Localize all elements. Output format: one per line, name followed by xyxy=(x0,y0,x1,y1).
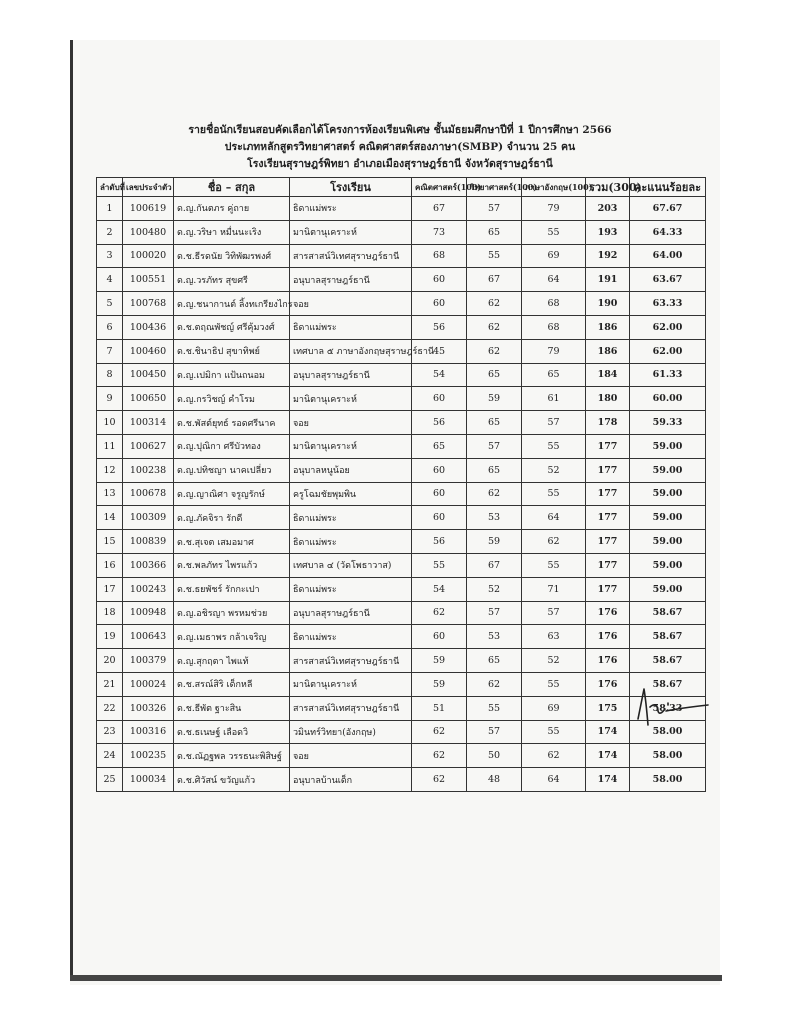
cell-math: 54 xyxy=(412,577,467,601)
cell-percent: 58.33 xyxy=(630,696,706,720)
cell-science: 52 xyxy=(467,577,522,601)
cell-english: 62 xyxy=(522,744,586,768)
cell-order: 18 xyxy=(97,601,123,625)
table-header-row xyxy=(97,178,706,197)
cell-total: 177 xyxy=(586,482,630,506)
table-row xyxy=(97,744,706,768)
cell-english: 57 xyxy=(522,411,586,435)
table-row xyxy=(97,315,706,339)
table-row xyxy=(97,458,706,482)
cell-percent: 67.67 xyxy=(630,197,706,221)
cell-id: 100379 xyxy=(123,649,174,673)
cell-school: ธิดาแม่พระ xyxy=(290,315,412,339)
cell-science: 62 xyxy=(467,672,522,696)
table-row xyxy=(97,339,706,363)
cell-science: 57 xyxy=(467,197,522,221)
cell-total: 177 xyxy=(586,506,630,530)
cell-order: 20 xyxy=(97,649,123,673)
cell-percent: 58.00 xyxy=(630,720,706,744)
cell-science: 67 xyxy=(467,268,522,292)
cell-percent: 63.67 xyxy=(630,268,706,292)
cell-percent: 59.00 xyxy=(630,434,706,458)
cell-english: 71 xyxy=(522,577,586,601)
cell-math: 68 xyxy=(412,244,467,268)
cell-english: 55 xyxy=(522,220,586,244)
cell-id: 100235 xyxy=(123,744,174,768)
cell-percent: 58.67 xyxy=(630,601,706,625)
signature-mark xyxy=(632,683,712,733)
cell-total: 192 xyxy=(586,244,630,268)
bottom-edge xyxy=(70,975,722,981)
col-header-id: เลขประจำตัว xyxy=(123,178,174,197)
cell-order: 6 xyxy=(97,315,123,339)
cell-science: 57 xyxy=(467,434,522,458)
cell-school: อนุบาลสุราษฎร์ธานี xyxy=(290,601,412,625)
cell-math: 60 xyxy=(412,292,467,316)
cell-total: 177 xyxy=(586,434,630,458)
table-row xyxy=(97,292,706,316)
cell-math: 55 xyxy=(412,553,467,577)
cell-order: 21 xyxy=(97,672,123,696)
cell-science: 57 xyxy=(467,601,522,625)
cell-english: 68 xyxy=(522,292,586,316)
table-row xyxy=(97,530,706,554)
cell-name: ด.ญ.ปุณิกา ศรีบัวทอง xyxy=(174,434,290,458)
cell-name: ด.ญ.อชิรญา พรหมช่วย xyxy=(174,601,290,625)
cell-school: เทศบาล ๕ ภาษาอังกฤษสุราษฎร์ธานี xyxy=(290,339,412,363)
cell-math: 65 xyxy=(412,434,467,458)
cell-science: 62 xyxy=(467,315,522,339)
cell-name: ด.ญ.วรภัทร สุขศรี xyxy=(174,268,290,292)
cell-order: 11 xyxy=(97,434,123,458)
cell-order: 9 xyxy=(97,387,123,411)
cell-school: มานิตานุเคราะห์ xyxy=(290,434,412,458)
cell-percent: 64.00 xyxy=(630,244,706,268)
cell-school: ธิดาแม่พระ xyxy=(290,577,412,601)
col-header-science: วิทยาศาสตร์(100) xyxy=(467,178,522,197)
cell-id: 100948 xyxy=(123,601,174,625)
table-row xyxy=(97,482,706,506)
cell-name: ด.ญ.กรวิชญ์ คำโรม xyxy=(174,387,290,411)
cell-id: 100024 xyxy=(123,672,174,696)
cell-name: ด.ช.พัสต์ยุทธ์ รอดศรีนาค xyxy=(174,411,290,435)
cell-name: ด.ญ.ชนากานต์ ลิ้งทเกรียงไกร xyxy=(174,292,290,316)
cell-english: 63 xyxy=(522,625,586,649)
cell-name: ด.ญ.เมธาพร กล้าเจริญ xyxy=(174,625,290,649)
cell-id: 100450 xyxy=(123,363,174,387)
cell-total: 186 xyxy=(586,315,630,339)
cell-english: 79 xyxy=(522,197,586,221)
cell-order: 7 xyxy=(97,339,123,363)
cell-name: ด.ช.สุเจต เสมอมาศ xyxy=(174,530,290,554)
cell-percent: 61.33 xyxy=(630,363,706,387)
cell-total: 177 xyxy=(586,553,630,577)
cell-name: ด.ช.ธเนษฐ์ เลือดวิ xyxy=(174,720,290,744)
cell-school: เทศบาล ๔ (วัดโพธาวาส) xyxy=(290,553,412,577)
cell-percent: 60.00 xyxy=(630,387,706,411)
cell-science: 62 xyxy=(467,292,522,316)
cell-english: 64 xyxy=(522,506,586,530)
binding-edge xyxy=(70,40,73,980)
cell-order: 10 xyxy=(97,411,123,435)
cell-name: ด.ญ.กันตภร คู่ถาย xyxy=(174,197,290,221)
cell-math: 62 xyxy=(412,720,467,744)
cell-math: 56 xyxy=(412,315,467,339)
cell-percent: 59.00 xyxy=(630,577,706,601)
cell-school: ธิดาแม่พระ xyxy=(290,506,412,530)
cell-english: 55 xyxy=(522,482,586,506)
cell-english: 55 xyxy=(522,434,586,458)
cell-id: 100551 xyxy=(123,268,174,292)
cell-percent: 58.67 xyxy=(630,672,706,696)
cell-name: ด.ช.ตฤณพัชญ์ ศรีคุ้มวงศ์ xyxy=(174,315,290,339)
cell-percent: 64.33 xyxy=(630,220,706,244)
cell-name: ด.ช.ศิวัสน์ ขวัญแก้ว xyxy=(174,768,290,792)
table-row xyxy=(97,411,706,435)
cell-percent: 59.33 xyxy=(630,411,706,435)
cell-id: 100436 xyxy=(123,315,174,339)
cell-name: ด.ช.สรณ์สิริ เด็กหลี xyxy=(174,672,290,696)
cell-science: 65 xyxy=(467,411,522,435)
cell-school: ครูโฉมชัยพุมพิน xyxy=(290,482,412,506)
cell-id: 100460 xyxy=(123,339,174,363)
cell-percent: 59.00 xyxy=(630,482,706,506)
cell-name: ด.ญ.ปทิชญา นาคเปลี่ยว xyxy=(174,458,290,482)
cell-id: 100650 xyxy=(123,387,174,411)
cell-percent: 59.00 xyxy=(630,458,706,482)
cell-total: 178 xyxy=(586,411,630,435)
cell-english: 69 xyxy=(522,244,586,268)
cell-english: 65 xyxy=(522,363,586,387)
table-body xyxy=(97,197,706,792)
cell-percent: 58.00 xyxy=(630,744,706,768)
cell-school: สารสาสน์วิเทศสุราษฎร์ธานี xyxy=(290,244,412,268)
cell-total: 184 xyxy=(586,363,630,387)
cell-total: 177 xyxy=(586,530,630,554)
cell-science: 48 xyxy=(467,768,522,792)
cell-name: ด.ช.ณัฏฐพล วรรธนะพิสิษฐ์ xyxy=(174,744,290,768)
cell-name: ด.ช.ธีพัต ฐาะสิน xyxy=(174,696,290,720)
cell-science: 57 xyxy=(467,720,522,744)
cell-order: 12 xyxy=(97,458,123,482)
table-row xyxy=(97,387,706,411)
cell-math: 67 xyxy=(412,197,467,221)
cell-name: ด.ญ.ญาณิศา จรูญรักษ์ xyxy=(174,482,290,506)
cell-id: 100314 xyxy=(123,411,174,435)
table-row xyxy=(97,672,706,696)
cell-school: ธิดาแม่พระ xyxy=(290,530,412,554)
cell-school: มานิตานุเคราะห์ xyxy=(290,220,412,244)
cell-science: 65 xyxy=(467,649,522,673)
cell-science: 65 xyxy=(467,220,522,244)
cell-school: สารสาสน์วิเทศสุราษฎร์ธานี xyxy=(290,696,412,720)
cell-order: 13 xyxy=(97,482,123,506)
col-header-math: คณิตศาสตร์(100) xyxy=(412,178,467,197)
cell-school: ธิดาแม่พระ xyxy=(290,625,412,649)
cell-school: จอย xyxy=(290,744,412,768)
cell-science: 55 xyxy=(467,244,522,268)
cell-total: 186 xyxy=(586,339,630,363)
cell-percent: 58.67 xyxy=(630,625,706,649)
table-row xyxy=(97,577,706,601)
cell-id: 100326 xyxy=(123,696,174,720)
cell-school: อนุบาลหนูน้อย xyxy=(290,458,412,482)
col-header-school: โรงเรียน xyxy=(290,178,412,197)
cell-total: 177 xyxy=(586,458,630,482)
cell-english: 68 xyxy=(522,315,586,339)
cell-science: 55 xyxy=(467,696,522,720)
cell-order: 3 xyxy=(97,244,123,268)
cell-id: 100034 xyxy=(123,768,174,792)
results-table xyxy=(96,177,706,792)
table-row xyxy=(97,553,706,577)
cell-order: 23 xyxy=(97,720,123,744)
cell-science: 65 xyxy=(467,363,522,387)
table-row xyxy=(97,197,706,221)
col-header-name: ชื่อ – สกุล xyxy=(174,178,290,197)
cell-order: 17 xyxy=(97,577,123,601)
cell-math: 60 xyxy=(412,625,467,649)
cell-english: 64 xyxy=(522,768,586,792)
cell-math: 60 xyxy=(412,506,467,530)
cell-id: 100243 xyxy=(123,577,174,601)
cell-name: ด.ช.พลภัทร ไพรแก้ว xyxy=(174,553,290,577)
cell-id: 100238 xyxy=(123,458,174,482)
cell-name: ด.ช.ธีรดนัย วิทิพัฒรพงศ์ xyxy=(174,244,290,268)
col-header-percent: คะแนนร้อยละ xyxy=(630,178,706,197)
cell-total: 176 xyxy=(586,672,630,696)
cell-id: 100480 xyxy=(123,220,174,244)
cell-id: 100316 xyxy=(123,720,174,744)
cell-science: 53 xyxy=(467,506,522,530)
cell-order: 4 xyxy=(97,268,123,292)
cell-math: 60 xyxy=(412,387,467,411)
cell-science: 59 xyxy=(467,530,522,554)
cell-total: 174 xyxy=(586,744,630,768)
cell-math: 62 xyxy=(412,601,467,625)
cell-math: 59 xyxy=(412,672,467,696)
cell-science: 65 xyxy=(467,458,522,482)
cell-english: 64 xyxy=(522,268,586,292)
cell-school: ธิดาแม่พระ xyxy=(290,197,412,221)
cell-math: 60 xyxy=(412,268,467,292)
cell-name: ด.ช.ธยพัชร์ รักกะเปา xyxy=(174,577,290,601)
cell-total: 191 xyxy=(586,268,630,292)
cell-order: 22 xyxy=(97,696,123,720)
cell-order: 5 xyxy=(97,292,123,316)
cell-english: 57 xyxy=(522,601,586,625)
cell-total: 190 xyxy=(586,292,630,316)
cell-english: 69 xyxy=(522,696,586,720)
cell-math: 73 xyxy=(412,220,467,244)
cell-name: ด.ช.ชินาธิป สุขาทิพย์ xyxy=(174,339,290,363)
table-row xyxy=(97,696,706,720)
header-line-2: ประเภทหลักสูตรวิทยาศาสตร์ คณิตศาสตร์สองภาษา(SMBP) จำนวน 25 คน xyxy=(224,141,576,153)
cell-total: 175 xyxy=(586,696,630,720)
cell-order: 8 xyxy=(97,363,123,387)
cell-english: 55 xyxy=(522,672,586,696)
cell-english: 61 xyxy=(522,387,586,411)
cell-science: 53 xyxy=(467,625,522,649)
cell-math: 56 xyxy=(412,411,467,435)
cell-math: 56 xyxy=(412,530,467,554)
cell-math: 59 xyxy=(412,649,467,673)
cell-school: อนุบาลสุราษฎร์ธานี xyxy=(290,363,412,387)
table-row xyxy=(97,434,706,458)
cell-math: 51 xyxy=(412,696,467,720)
table-row xyxy=(97,625,706,649)
cell-science: 59 xyxy=(467,387,522,411)
cell-order: 1 xyxy=(97,197,123,221)
cell-math: 60 xyxy=(412,482,467,506)
cell-math: 54 xyxy=(412,363,467,387)
cell-english: 52 xyxy=(522,649,586,673)
cell-id: 100678 xyxy=(123,482,174,506)
cell-percent: 58.67 xyxy=(630,649,706,673)
cell-total: 176 xyxy=(586,625,630,649)
cell-math: 60 xyxy=(412,458,467,482)
cell-percent: 59.00 xyxy=(630,553,706,577)
cell-math: 62 xyxy=(412,768,467,792)
cell-english: 52 xyxy=(522,458,586,482)
cell-id: 100768 xyxy=(123,292,174,316)
cell-id: 100366 xyxy=(123,553,174,577)
col-header-english: ภาษาอังกฤษ(100) xyxy=(522,178,586,197)
cell-order: 24 xyxy=(97,744,123,768)
cell-id: 100627 xyxy=(123,434,174,458)
document-header xyxy=(95,122,705,173)
cell-percent: 62.00 xyxy=(630,339,706,363)
cell-english: 79 xyxy=(522,339,586,363)
table-row xyxy=(97,720,706,744)
col-header-order: ลำดับที่ xyxy=(97,178,123,197)
cell-english: 55 xyxy=(522,720,586,744)
table-row xyxy=(97,268,706,292)
cell-total: 177 xyxy=(586,577,630,601)
header-line-1: รายชื่อนักเรียนสอบคัดเลือกได้โครงการห้องเรียนพิเศษ ชั้นมัธยมศึกษาปีที่ 1 ปีการศึกษา 2566 xyxy=(188,124,612,136)
cell-science: 62 xyxy=(467,339,522,363)
cell-order: 14 xyxy=(97,506,123,530)
cell-english: 55 xyxy=(522,553,586,577)
table-row xyxy=(97,649,706,673)
cell-school: วมินทร์วิทยา(อังกฤษ) xyxy=(290,720,412,744)
cell-id: 100643 xyxy=(123,625,174,649)
table-row xyxy=(97,506,706,530)
cell-science: 67 xyxy=(467,553,522,577)
cell-total: 176 xyxy=(586,601,630,625)
cell-percent: 62.00 xyxy=(630,315,706,339)
cell-school: มานิตานุเคราะห์ xyxy=(290,672,412,696)
cell-name: ด.ญ.เปมิกา แป้นถนอม xyxy=(174,363,290,387)
table-row xyxy=(97,601,706,625)
cell-id: 100020 xyxy=(123,244,174,268)
table-row xyxy=(97,244,706,268)
cell-id: 100619 xyxy=(123,197,174,221)
cell-total: 203 xyxy=(586,197,630,221)
cell-school: มานิตานุเคราะห์ xyxy=(290,387,412,411)
cell-id: 100309 xyxy=(123,506,174,530)
cell-order: 16 xyxy=(97,553,123,577)
cell-total: 174 xyxy=(586,720,630,744)
cell-order: 19 xyxy=(97,625,123,649)
cell-order: 25 xyxy=(97,768,123,792)
cell-math: 45 xyxy=(412,339,467,363)
cell-school: อนุบาลบ้านเด็ก xyxy=(290,768,412,792)
cell-english: 62 xyxy=(522,530,586,554)
cell-id: 100839 xyxy=(123,530,174,554)
cell-school: จอย xyxy=(290,292,412,316)
table-row xyxy=(97,363,706,387)
cell-order: 15 xyxy=(97,530,123,554)
cell-order: 2 xyxy=(97,220,123,244)
cell-school: จอย xyxy=(290,411,412,435)
cell-math: 62 xyxy=(412,744,467,768)
cell-percent: 63.33 xyxy=(630,292,706,316)
cell-total: 174 xyxy=(586,768,630,792)
cell-percent: 59.00 xyxy=(630,530,706,554)
cell-name: ด.ญ.ภัคจิรา รักดี xyxy=(174,506,290,530)
cell-percent: 58.00 xyxy=(630,768,706,792)
cell-school: สารสาสน์วิเทศสุราษฎร์ธานี xyxy=(290,649,412,673)
header-line-3: โรงเรียนสุราษฎร์พิทยา อำเภอเมืองสุราษฎร์ธานี จังหวัดสุราษฎร์ธานี xyxy=(247,158,553,170)
cell-total: 193 xyxy=(586,220,630,244)
table-row xyxy=(97,768,706,792)
col-header-total: รวม(300) xyxy=(586,178,630,197)
cell-science: 50 xyxy=(467,744,522,768)
cell-percent: 59.00 xyxy=(630,506,706,530)
cell-science: 62 xyxy=(467,482,522,506)
cell-school: อนุบาลสุราษฎร์ธานี xyxy=(290,268,412,292)
cell-name: ด.ญ.สุกฤตา ไพแท้ xyxy=(174,649,290,673)
cell-total: 176 xyxy=(586,649,630,673)
cell-total: 180 xyxy=(586,387,630,411)
cell-name: ด.ญ.วริษา หมื่นนะเริง xyxy=(174,220,290,244)
table-row xyxy=(97,220,706,244)
